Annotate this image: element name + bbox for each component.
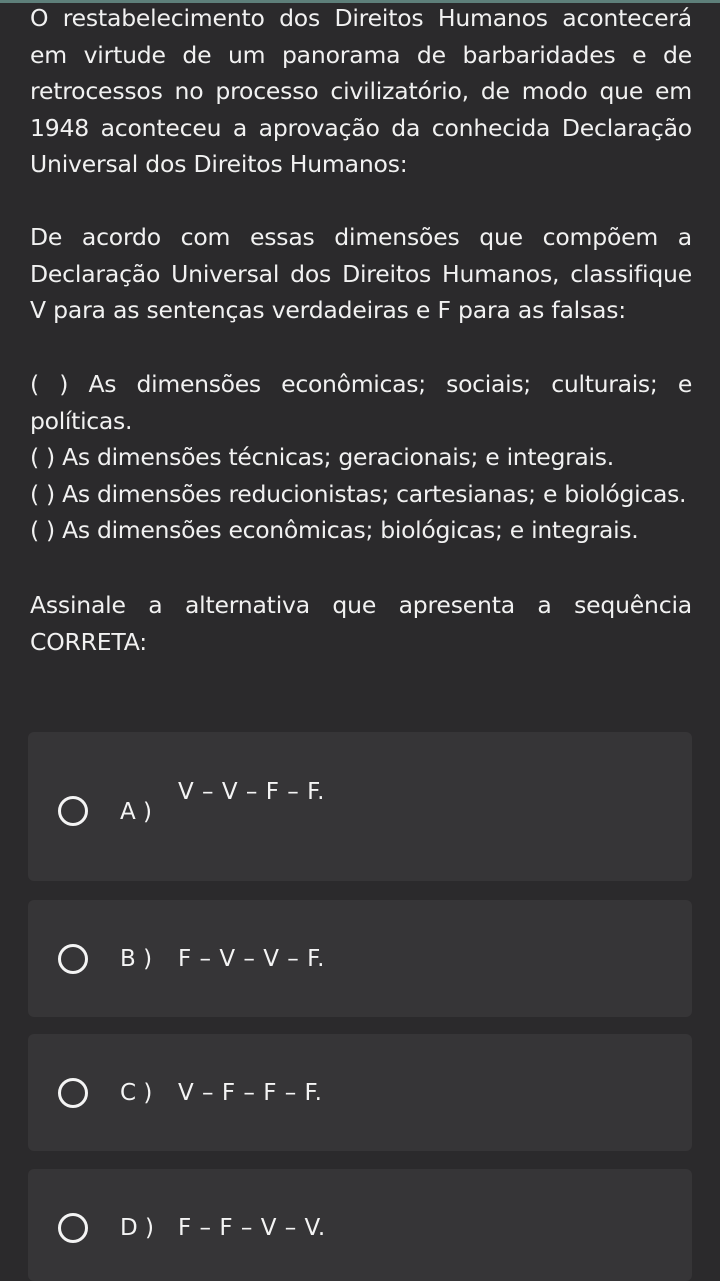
radio-c[interactable] [58, 1078, 88, 1108]
option-d-letter: D ) [120, 1215, 154, 1241]
option-d[interactable] [28, 1169, 692, 1281]
statement-list [30, 366, 692, 549]
option-b[interactable] [28, 900, 692, 1017]
radio-d[interactable] [58, 1213, 88, 1243]
radio-b[interactable] [58, 944, 88, 974]
question-paragraph-2: De acordo com essas dimensões que compõem a Declaração Universal dos Direitos Humanos, classifique V para as sentenças verdadeiras e F para as falsas: [30, 223, 692, 324]
statement-1: ( ) As dimensões econômicas; sociais; culturais; e políticas. [30, 370, 692, 435]
option-b-text: F – V – V – F. [178, 946, 325, 972]
radio-a[interactable] [58, 796, 88, 826]
statement-3: ( ) As dimensões reducionistas; cartesianas; e biológicas. [30, 479, 687, 508]
option-d-text: F – F – V – V. [178, 1215, 326, 1241]
option-b-letter: B ) [120, 946, 153, 972]
option-a-letter: A ) [120, 799, 153, 825]
option-c-text: V – F – F – F. [178, 1080, 323, 1106]
option-c[interactable] [28, 1034, 692, 1151]
option-a-text: V – V – F – F. [178, 779, 325, 805]
option-a[interactable] [28, 732, 692, 881]
statement-4: ( ) As dimensões econômicas; biológicas; e integrais. [30, 516, 639, 544]
question-instruction: Assinale a alternativa que apresenta a sequência CORRETA: [30, 591, 692, 656]
question-paragraph-1: O restabelecimento dos Direitos Humanos acontecerá em virtude de um panorama de barbaridades e de retrocessos no processo civilizatório, de modo que em 1948 aconteceu a aprovação da conhecida Declaração Universal dos Direitos Humanos: [30, 4, 692, 178]
option-c-letter: C ) [120, 1080, 153, 1106]
statement-2: ( ) As dimensões técnicas; geracionais; e integrais. [30, 443, 614, 471]
